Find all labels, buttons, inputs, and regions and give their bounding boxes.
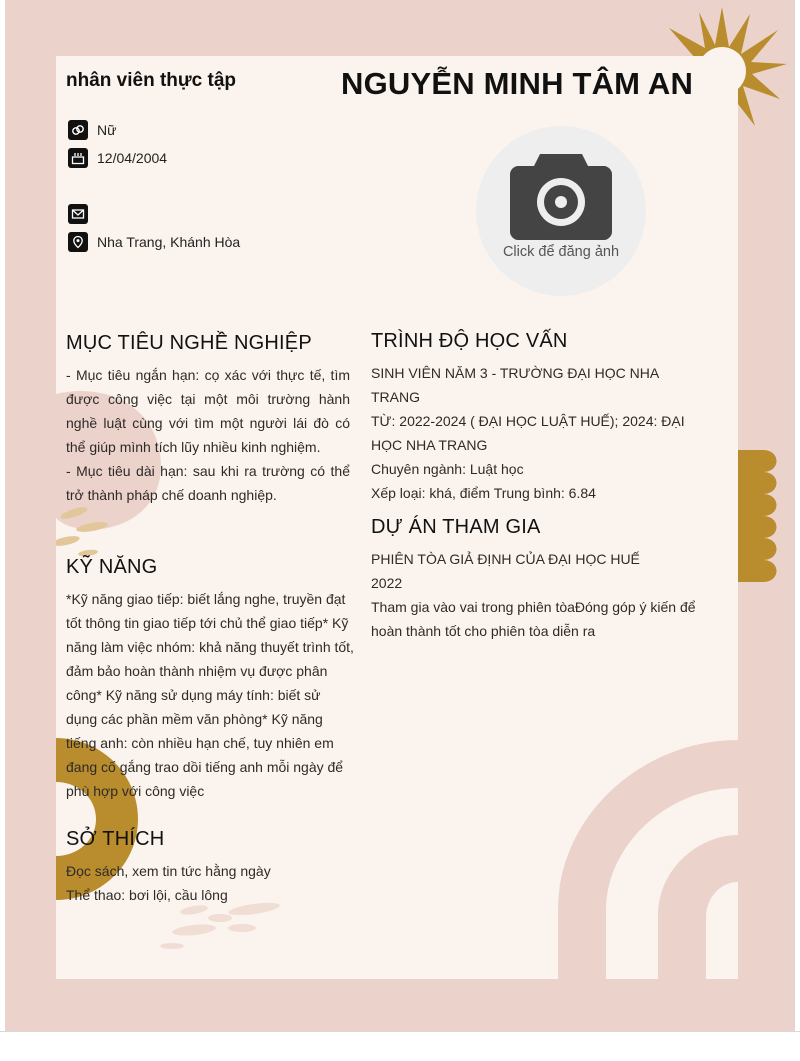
hobbies-content[interactable] <box>66 859 354 907</box>
photo-upload-label: Click để đăng ảnh <box>502 244 620 260</box>
gender-value[interactable]: Nữ <box>97 122 117 138</box>
birthday-cake-icon <box>68 148 88 168</box>
skills-title[interactable]: KỸ NĂNG <box>66 556 158 578</box>
education-period: TỪ: 2022-2024 ( ĐẠI HỌC LUẬT HUẾ); 2024: ĐẠI HỌC NHA TRANG <box>371 413 685 453</box>
camera-icon <box>510 150 612 240</box>
pink-arch-decoration <box>558 740 738 979</box>
bottom-strip <box>0 1031 800 1061</box>
project-name: PHIÊN TÒA GIẢ ĐỊNH CỦA ĐẠI HỌC HUẾ <box>371 551 640 567</box>
education-grade: Xếp loại: khá, điểm Trung bình: 6.84 <box>371 485 596 501</box>
projects-title[interactable]: DỰ ÁN THAM GIA <box>371 516 541 538</box>
address-value[interactable]: Nha Trang, Khánh Hòa <box>97 234 241 250</box>
career-goal-content[interactable] <box>66 363 350 507</box>
education-school: SINH VIÊN NĂM 3 - TRƯỜNG ĐẠI HỌC NHA TRANG <box>371 365 659 405</box>
email-row <box>68 204 97 224</box>
address-row <box>68 232 240 252</box>
job-title[interactable]: nhân viên thực tập <box>66 70 236 91</box>
hobby-line-2: Thể thao: bơi lội, cầu lông <box>66 887 228 903</box>
hobbies-title[interactable]: SỞ THÍCH <box>66 828 165 850</box>
career-goal-title[interactable]: MỤC TIÊU NGHỀ NGHIỆP <box>66 332 312 354</box>
education-content[interactable] <box>371 361 711 505</box>
resume-sheet <box>56 56 738 979</box>
page-frame <box>5 0 795 1031</box>
short-term-goal: - Mục tiêu ngắn hạn: cọ xác với thực tế, tìm được công việc tại một môi trường hành nghề luật cùng với tìm một người lái đò có thể giúp mình tích lũy nhiều kinh nghiệm. <box>66 367 350 455</box>
birthday-value[interactable]: 12/04/2004 <box>97 150 168 166</box>
project-year: 2022 <box>371 575 403 591</box>
long-term-goal: - Mục tiêu dài hạn: sau khi ra trường có thể trở thành pháp chế doanh nghiệp. <box>66 463 350 503</box>
email-icon <box>68 204 88 224</box>
education-major: Chuyên ngành: Luật học <box>371 461 524 477</box>
education-title[interactable]: TRÌNH ĐỘ HỌC VẤN <box>371 330 568 352</box>
leaf-decoration <box>56 501 126 561</box>
project-description: Tham gia vào vai trong phiên tòaĐóng góp ý kiến để hoàn thành tốt cho phiên tòa diễn ra <box>371 599 696 639</box>
gender-row <box>68 120 116 140</box>
skills-content[interactable]: *Kỹ năng giao tiếp: biết lắng nghe, truyền đạt tốt thông tin giao tiếp tới chủ thể giao tiếp* Kỹ năng làm việc nhóm: khả năng thuyết trình tốt, đảm bảo hoàn thành nhiệm vụ được phân công* Kỹ năng sử dụng máy tính: biết sử dụng các phần mềm văn phòng* Kỹ năng tiếng anh: còn nhiều hạn chế, tuy nhiên em đang cố gắng trao dồi tiếng anh mỗi ngày để phù hợp với công việc <box>66 591 354 799</box>
location-pin-icon <box>68 232 88 252</box>
hobby-line-1: Đọc sách, xem tin tức hằng ngày <box>66 863 271 879</box>
projects-content[interactable] <box>371 547 711 643</box>
gender-icon <box>68 120 88 140</box>
wave-decoration <box>733 450 794 582</box>
birthday-row <box>68 148 167 168</box>
photo-upload[interactable] <box>476 126 646 296</box>
full-name[interactable]: NGUYỄN MINH TÂM AN <box>341 66 694 101</box>
